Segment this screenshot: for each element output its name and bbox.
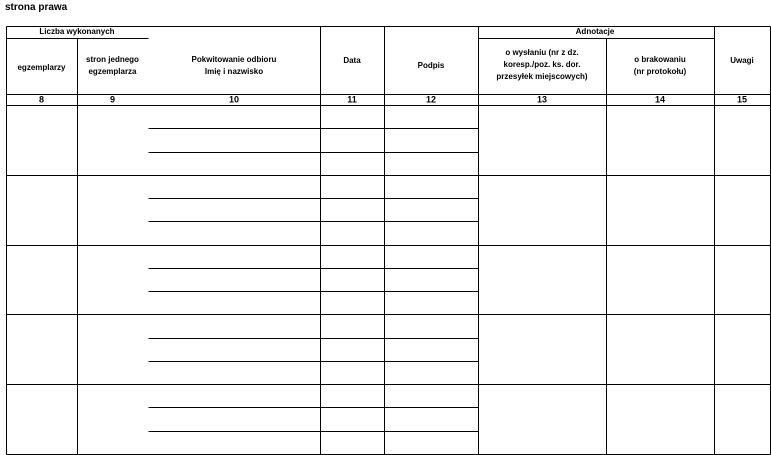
column-number: 11 <box>347 94 357 105</box>
header-wyslaniu-line1: o wysłaniu (nr z dz. <box>505 48 579 57</box>
table-header <box>17 27 753 81</box>
page-label: strona prawa <box>5 2 68 13</box>
header-podpis: Podpis <box>417 61 445 70</box>
header-pokwitowanie-line1: Pokwitowanie odbioru <box>191 55 277 64</box>
column-number: 12 <box>425 94 437 105</box>
header-liczba-wykonanych: Liczba wykonanych <box>39 27 115 36</box>
column-numbers <box>39 95 747 105</box>
column-number: 14 <box>654 94 666 105</box>
header-stron-line1: stron jednego <box>86 55 139 64</box>
header-data: Data <box>343 56 361 65</box>
header-adnotacje: Adnotacje <box>575 27 615 36</box>
column-number: 13 <box>536 94 548 105</box>
header-uwagi: Uwagi <box>730 56 754 65</box>
column-number: 10 <box>228 94 240 105</box>
header-brakowaniu-line1: o brakowaniu <box>634 55 686 64</box>
header-pokwitowanie-line2: Imię i nazwisko <box>204 67 264 76</box>
table-grid <box>7 27 771 455</box>
header-wyslaniu-line2: koresp./poz. ks. dor. <box>503 60 581 69</box>
column-number: 9 <box>109 94 116 105</box>
header-brakowaniu-line2: (nr protokołu) <box>633 67 687 76</box>
header-wyslaniu-line3: przesyłek miejscowych) <box>496 72 588 81</box>
header-egzemplarzy: egzemplarzy <box>17 63 66 72</box>
header-stron-line2: egzemplarza <box>88 67 137 76</box>
column-number: 8 <box>38 94 45 105</box>
column-number: 15 <box>736 94 748 105</box>
